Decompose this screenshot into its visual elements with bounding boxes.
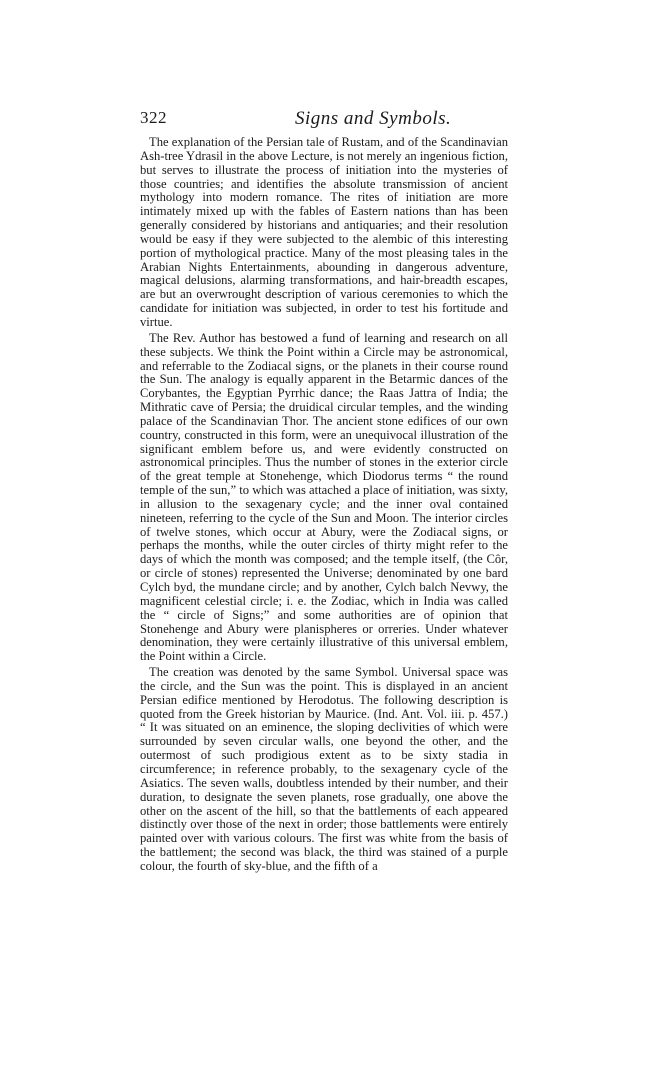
page-header <box>140 108 508 134</box>
running-title: Signs and Symbols. <box>295 108 452 129</box>
paragraph: The explanation of the Persian tale of Rustam, and of the Scandinavian Ash-tree Ydrasil in the above Lecture, is not merely an ingenious fiction, but serves to illustrate the process of initiation into the mysteries of those countries; and identifies the absolute transmission of ancient mythology into modern romance. The rites of initiation are more intimately mixed up with the fables of Eastern nations than has been generally considered by historians and antiquaries; and their resolution would be easy if they were subjected to the alembic of this interesting portion of mythological practice. Many of the most pleasing tales in the Arabian Nights Entertainments, abounding in dangerous adventure, magical delusions, alarming transformations, and hair-breadth escapes, are but an overwrought description of various ceremonies to which the candidate for initiation was subjected, in order to test his fortitude and virtue. <box>140 135 508 329</box>
paragraph: The creation was denoted by the same Symbol. Universal space was the circle, and the Sun was the point. This is displayed in an ancient Persian edifice mentioned by Herodotus. The following description is quoted from the Greek historian by Maurice. (Ind. Ant. Vol. iii. p. 457.) “ It was situated on an eminence, the sloping declivities of which were surrounded by seven circular walls, one beyond the other, and the outermost of such prodigious extent as to be sixty stadia in circumference; in reference probably, to the sexagenary cycle of the Asiatics. The seven walls, doubtless intended by their number, and their duration, to designate the seven planets, rose gradually, one above the other on the ascent of the hill, so that the battlements of each appeared distinctly over those of the next in order; those battlements were entirely painted over with various colours. The first was white from the basis of the battlement; the second was black, the third was stained of a purple colour, the fourth of sky-blue, and the fifth of a <box>140 665 508 873</box>
page-number: 322 <box>140 108 167 127</box>
body-text <box>140 136 508 874</box>
paragraph: The Rev. Author has bestowed a fund of learning and research on all these subjects. We think the Point within a Circle may be astronomical, and referrable to the Zodiacal signs, or the planets in their course round the Sun. The analogy is equally apparent in the Betarmic dances of the Corybantes, the Egyptian Pyrrhic dance; the Raas Jattra of India; the Mithratic cave of Persia; the druidical circular temples, and the winding palace of the Scandinavian Thor. The ancient stone edifices of our own country, constructed in this form, were an unequivocal illustration of the significant emblem before us, and were evidently constructed on astronomical principles. Thus the number of stones in the exterior circle of the great temple at Stonehenge, which Diodorus terms “ the round temple of the sun,” to which was attached a place of initiation, was sixty, in allusion to the sexagenary cycle; and the inner oval contained nineteen, referring to the cycle of the Sun and Moon. The interior circles of twelve stones, which occur at Abury, were the Zodiacal signs, or perhaps the months, while the outer circles of thirty might refer to the days of which the month was composed; and the temple itself, (the Côr, or circle of stones) represented the Universe; denominated by one bard Cylch byd, the mundane circle; and by another, Cylch balch Nevwy, the magnificent celestial circle; i. e. the Zodiac, which in India was called the “ circle of Signs;” and some authorities are of opinion that Stonehenge and Abury were planispheres or orreries. Under whatever denomination, they were certainly illustrative of this universal emblem, the Point within a Circle. <box>140 330 508 664</box>
